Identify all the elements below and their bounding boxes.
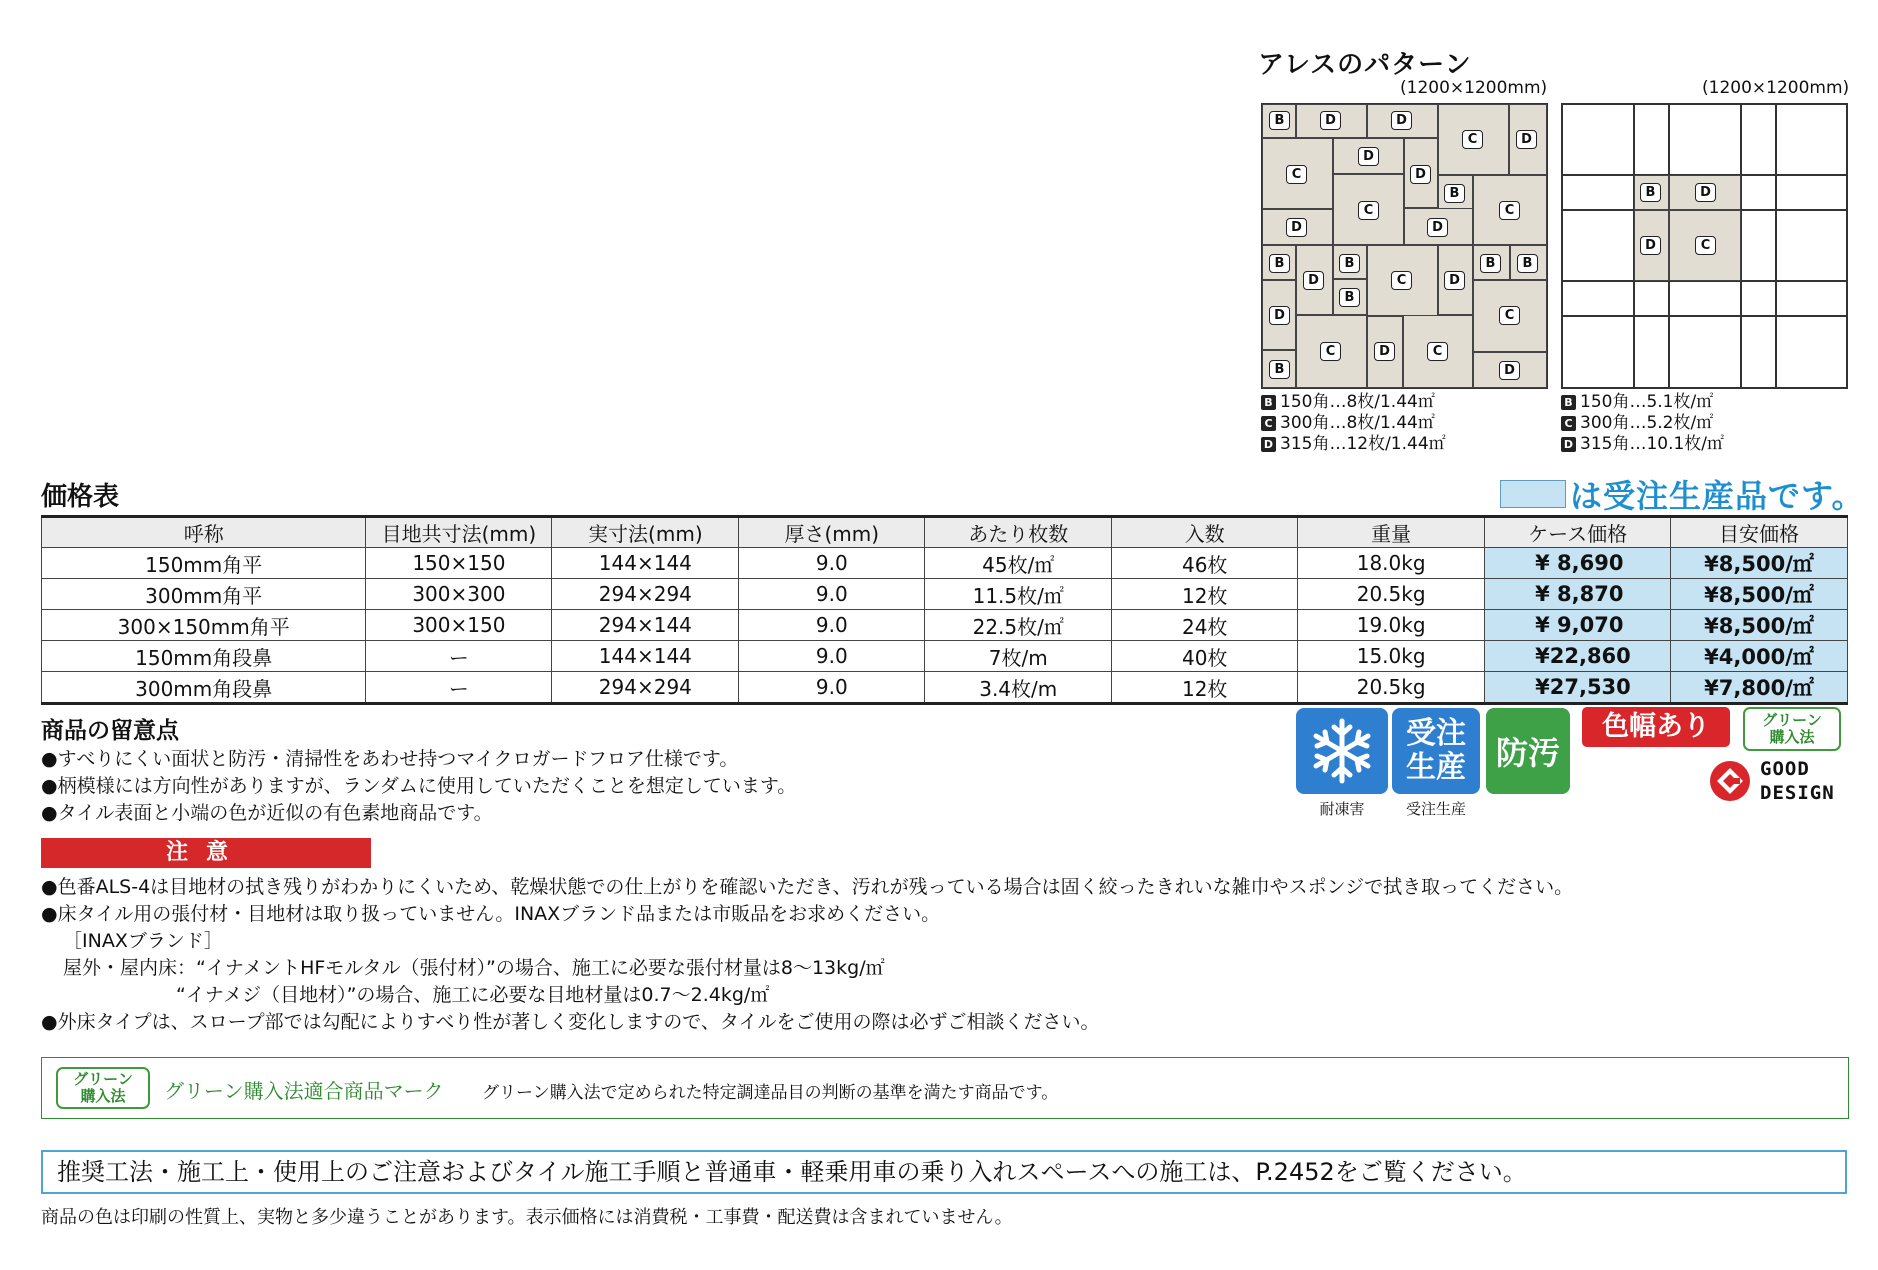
col-header: 実寸法(mm) xyxy=(552,517,739,548)
cell-weight: 18.0kg xyxy=(1298,548,1485,579)
pattern-legend-left xyxy=(1261,392,1446,455)
good-design-g-icon xyxy=(1708,759,1752,803)
cell-guide-price: ¥8,500/㎡ xyxy=(1671,610,1848,641)
pattern-size-left: (1200×1200mm) xyxy=(1400,78,1548,98)
cell-name: 300×150mm角平 xyxy=(42,610,366,641)
cell-weight: 19.0kg xyxy=(1298,610,1485,641)
cell-joint-size: 300×150 xyxy=(366,610,552,641)
pattern-grid-regular: B D D C xyxy=(1561,103,1848,389)
legend-letter: B xyxy=(1261,395,1276,410)
cell-thickness: 9.0 xyxy=(739,641,925,672)
cell-case-price: ¥ 9,070 xyxy=(1485,610,1671,641)
reference-note: 推奨工法・施工上・使用上のご注意およびタイル施工手順と普通車・軽乗用車の乗り入れスペースへの施工は、P.2452をご覧ください。 xyxy=(41,1150,1847,1194)
color-variation-badge: 色幅あり xyxy=(1582,707,1730,747)
cell-case-price: ¥27,530 xyxy=(1485,672,1671,704)
cell-thickness: 9.0 xyxy=(739,672,925,704)
cell-quantity: 12枚 xyxy=(1112,579,1298,610)
cell-joint-size: 150×150 xyxy=(366,548,552,579)
cell-quantity: 24枚 xyxy=(1112,610,1298,641)
list-item: ●外床タイプは、スロープ部では勾配によりすべり性が著しく変化しますので、タイルをご使用の際は必ずご相談ください。 xyxy=(41,1011,1100,1033)
cell-thickness: 9.0 xyxy=(739,548,925,579)
notes-title: 商品の留意点 xyxy=(41,718,179,744)
made-to-order-icon-text: 受注生産 xyxy=(1406,716,1466,785)
green-purchase-box-mark-text: グリーン購入法 xyxy=(73,1070,133,1105)
cell-actual-size: 294×144 xyxy=(552,610,739,641)
col-header: 厚さ(mm) xyxy=(739,517,925,548)
col-header: 入数 xyxy=(1112,517,1298,548)
cell-case-price: ¥22,860 xyxy=(1485,641,1671,672)
table-row xyxy=(42,610,1848,641)
green-purchase-mark xyxy=(1743,707,1841,751)
green-purchase-box xyxy=(41,1057,1849,1119)
legend-text: 150角…5.1枚/㎡ xyxy=(1580,392,1714,412)
col-header: 目地共寸法(mm) xyxy=(366,517,552,548)
legend-letter: C xyxy=(1261,416,1276,431)
antifouling-icon xyxy=(1486,708,1570,794)
legend-letter: C xyxy=(1561,416,1576,431)
made-to-order-notice xyxy=(1500,471,1864,517)
cell-name: 150mm角段鼻 xyxy=(42,641,366,672)
col-header: あたり枚数 xyxy=(925,517,1112,548)
list-item: ●柄模様には方向性がありますが、ランダムに使用していただくことを想定しています。 xyxy=(41,775,797,797)
notes-list xyxy=(41,746,796,827)
caution-banner: 注意 xyxy=(41,838,371,868)
legend-letter: D xyxy=(1261,437,1276,452)
cell-quantity: 40枚 xyxy=(1112,641,1298,672)
pattern-size-right: (1200×1200mm) xyxy=(1702,78,1850,98)
frost-resistant-icon xyxy=(1296,708,1388,794)
cell-guide-price: ¥7,800/㎡ xyxy=(1671,672,1848,704)
col-header: ケース価格 xyxy=(1485,517,1671,548)
made-to-order-icon xyxy=(1392,708,1480,794)
footer-disclaimer: 商品の色は印刷の性質上、実物と多少違うことがあります。表示価格には消費税・工事費・配送費は含まれていません。 xyxy=(41,1207,1013,1228)
made-to-order-caption: 受注生産 xyxy=(1405,800,1466,818)
cell-case-price: ¥ 8,690 xyxy=(1485,548,1671,579)
cell-per-unit: 3.4枚/m xyxy=(925,672,1112,704)
green-purchase-title: グリーン購入法適合商品マーク xyxy=(164,1079,444,1103)
cell-name: 150mm角平 xyxy=(42,548,366,579)
cell-weight: 20.5kg xyxy=(1298,672,1485,704)
price-table xyxy=(41,515,1848,705)
price-table-header xyxy=(42,517,1848,548)
cell-per-unit: 45枚/㎡ xyxy=(925,548,1112,579)
cell-per-unit: 11.5枚/㎡ xyxy=(925,579,1112,610)
cell-actual-size: 144×144 xyxy=(552,548,739,579)
col-header: 呼称 xyxy=(42,517,366,548)
cell-guide-price: ¥4,000/㎡ xyxy=(1671,641,1848,672)
cell-actual-size: 294×294 xyxy=(552,579,739,610)
list-item: ●床タイル用の張付材・目地材は取り扱っていません。INAXブランド品または市販品をお求めください。 xyxy=(41,903,941,925)
cell-per-unit: 22.5枚/㎡ xyxy=(925,610,1112,641)
cell-guide-price: ¥8,500/㎡ xyxy=(1671,548,1848,579)
cell-quantity: 12枚 xyxy=(1112,672,1298,704)
list-item: 屋外・屋内床：“イナメントHFモルタル（張付材）”の場合、施工に必要な張付材量は8～13kg/㎡ xyxy=(63,957,885,979)
col-header: 目安価格 xyxy=(1671,517,1848,548)
cell-actual-size: 294×294 xyxy=(552,672,739,704)
cell-weight: 20.5kg xyxy=(1298,579,1485,610)
price-title: 価格表 xyxy=(41,482,120,512)
cell-thickness: 9.0 xyxy=(739,610,925,641)
cell-name: 300mm角平 xyxy=(42,579,366,610)
cell-name: 300mm角段鼻 xyxy=(42,672,366,704)
cell-joint-size: ー xyxy=(366,641,552,672)
table-row xyxy=(42,641,1848,672)
legend-text: 300角…8枚/1.44㎡ xyxy=(1280,413,1435,433)
made-to-order-text: は受注生産品です。 xyxy=(1570,477,1865,515)
legend-text: 315角…10.1枚/㎡ xyxy=(1580,434,1725,454)
frost-resistant-caption: 耐凍害 xyxy=(1319,800,1365,818)
cell-joint-size: 300×300 xyxy=(366,579,552,610)
green-purchase-box-mark xyxy=(56,1067,150,1109)
caution-list xyxy=(41,874,1861,1036)
list-item: “イナメジ（目地材）”の場合、施工に必要な目地材量は0.7～2.4kg/㎡ xyxy=(176,984,770,1006)
list-item: ●すべりにくい面状と防汚・清掃性をあわせ持つマイクロガードフロア仕様です。 xyxy=(41,748,739,770)
cell-weight: 15.0kg xyxy=(1298,641,1485,672)
cell-thickness: 9.0 xyxy=(739,579,925,610)
pattern-legend-right xyxy=(1561,392,1724,455)
snowflake-icon xyxy=(1307,716,1377,786)
good-design-text: GOOD DESIGN xyxy=(1760,758,1835,804)
cell-quantity: 46枚 xyxy=(1112,548,1298,579)
col-header: 重量 xyxy=(1298,517,1485,548)
cell-joint-size: ー xyxy=(366,672,552,704)
antifouling-icon-text: 防汚 xyxy=(1495,734,1560,772)
pattern-title: アレスのパターン xyxy=(1258,50,1472,80)
pattern-grid-random: B D D C D C D D C B C D D B D B C D B B D B C C D C B D xyxy=(1261,103,1548,389)
legend-text: 150角…8枚/1.44㎡ xyxy=(1280,392,1435,412)
table-row xyxy=(42,548,1848,579)
good-design-mark xyxy=(1708,757,1836,805)
cell-case-price: ¥ 8,870 xyxy=(1485,579,1671,610)
legend-text: 300角…5.2枚/㎡ xyxy=(1580,413,1714,433)
green-purchase-desc: グリーン購入法で定められた特定調達品目の判断の基準を満たす商品です。 xyxy=(482,1083,1059,1103)
list-item: ［INAXブランド］ xyxy=(63,930,223,952)
legend-letter: D xyxy=(1561,437,1576,452)
cell-per-unit: 7枚/m xyxy=(925,641,1112,672)
legend-letter: B xyxy=(1561,395,1576,410)
table-row xyxy=(42,672,1848,704)
list-item: ●タイル表面と小端の色が近似の有色素地商品です。 xyxy=(41,802,493,824)
green-purchase-mark-text: グリーン購入法 xyxy=(1762,711,1822,746)
made-to-order-swatch xyxy=(1500,480,1566,508)
cell-guide-price: ¥8,500/㎡ xyxy=(1671,579,1848,610)
legend-text: 315角…12枚/1.44㎡ xyxy=(1280,434,1446,454)
cell-actual-size: 144×144 xyxy=(552,641,739,672)
list-item: ●色番ALS-4は目地材の拭き残りがわかりにくいため、乾燥状態での仕上がりを確認いただき、汚れが残っている場合は固く絞ったきれいな雑巾やスポンジで拭き取ってください。 xyxy=(41,876,1574,898)
table-row xyxy=(42,579,1848,610)
